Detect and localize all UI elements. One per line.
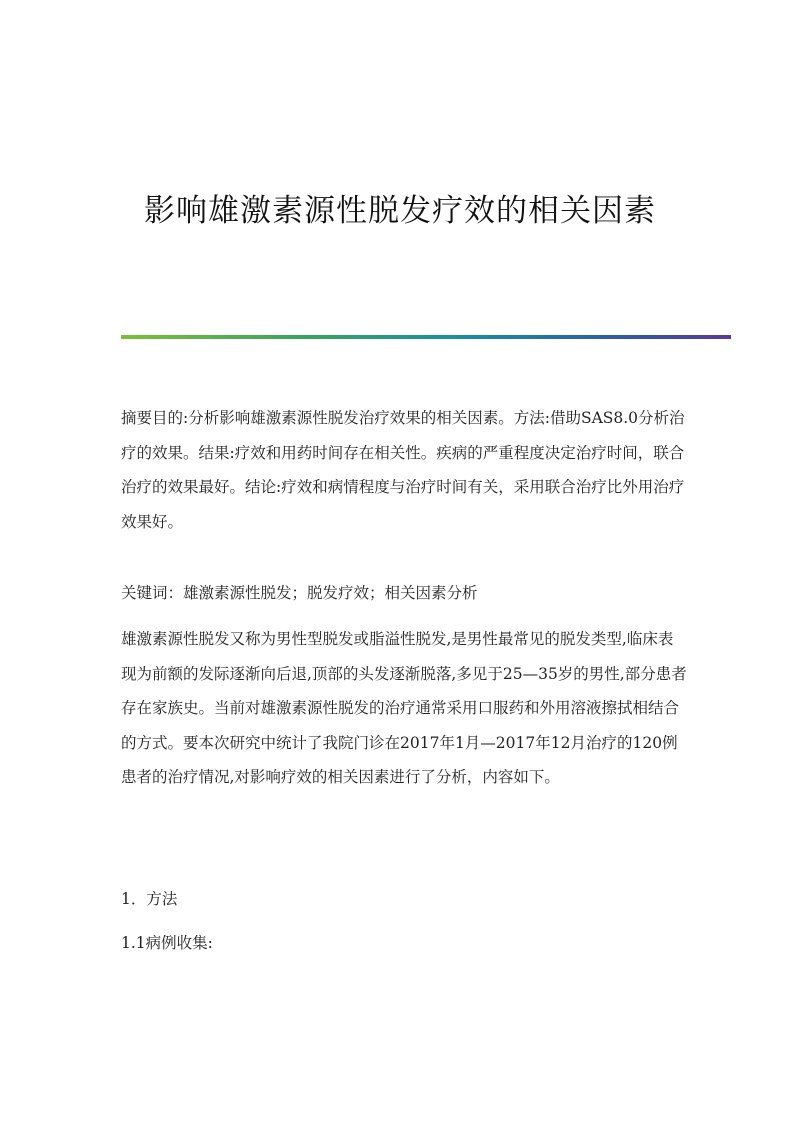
document-title: 影响雄激素源性脱发疗效的相关因素 — [144, 193, 656, 229]
subsection-heading-case-collection: 1.1病例收集: — [121, 934, 213, 952]
intro-paragraph: 雄激素源性脱发又称为男性型脱发或脂溢性脱发,是男性最常见的脱发类型,临床表现为前额的发际逐渐向后退,顶部的头发逐渐脱落,多见于25—35岁的男性,部分患者存在家族史。当前对雄激素源性脱发的治疗通常采用口服药和外用溶液擦拭相结合的方式。要本次研究中统计了我院门诊在2017年1月—2017年12月治疗的120例患者的治疗情况,对影响疗效的相关因素进行了分析，内容如下。 — [121, 630, 687, 786]
abstract-paragraph: 摘要目的:分析影响雄激素源性脱发治疗效果的相关因素。方法:借助SAS8.0分析治疗的效果。结果:疗效和用药时间存在相关性。疾病的严重程度决定治疗时间，联合治疗的效果最好。结论:疗效和病情程度与治疗时间有关，采用联合治疗比外用治疗效果好。 — [121, 409, 685, 531]
title-divider — [121, 335, 731, 339]
keywords-line: 关键词：雄激素源性脱发；脱发疗效；相关因素分析 — [121, 584, 478, 602]
section-heading-methods: 1．方法 — [121, 890, 178, 908]
